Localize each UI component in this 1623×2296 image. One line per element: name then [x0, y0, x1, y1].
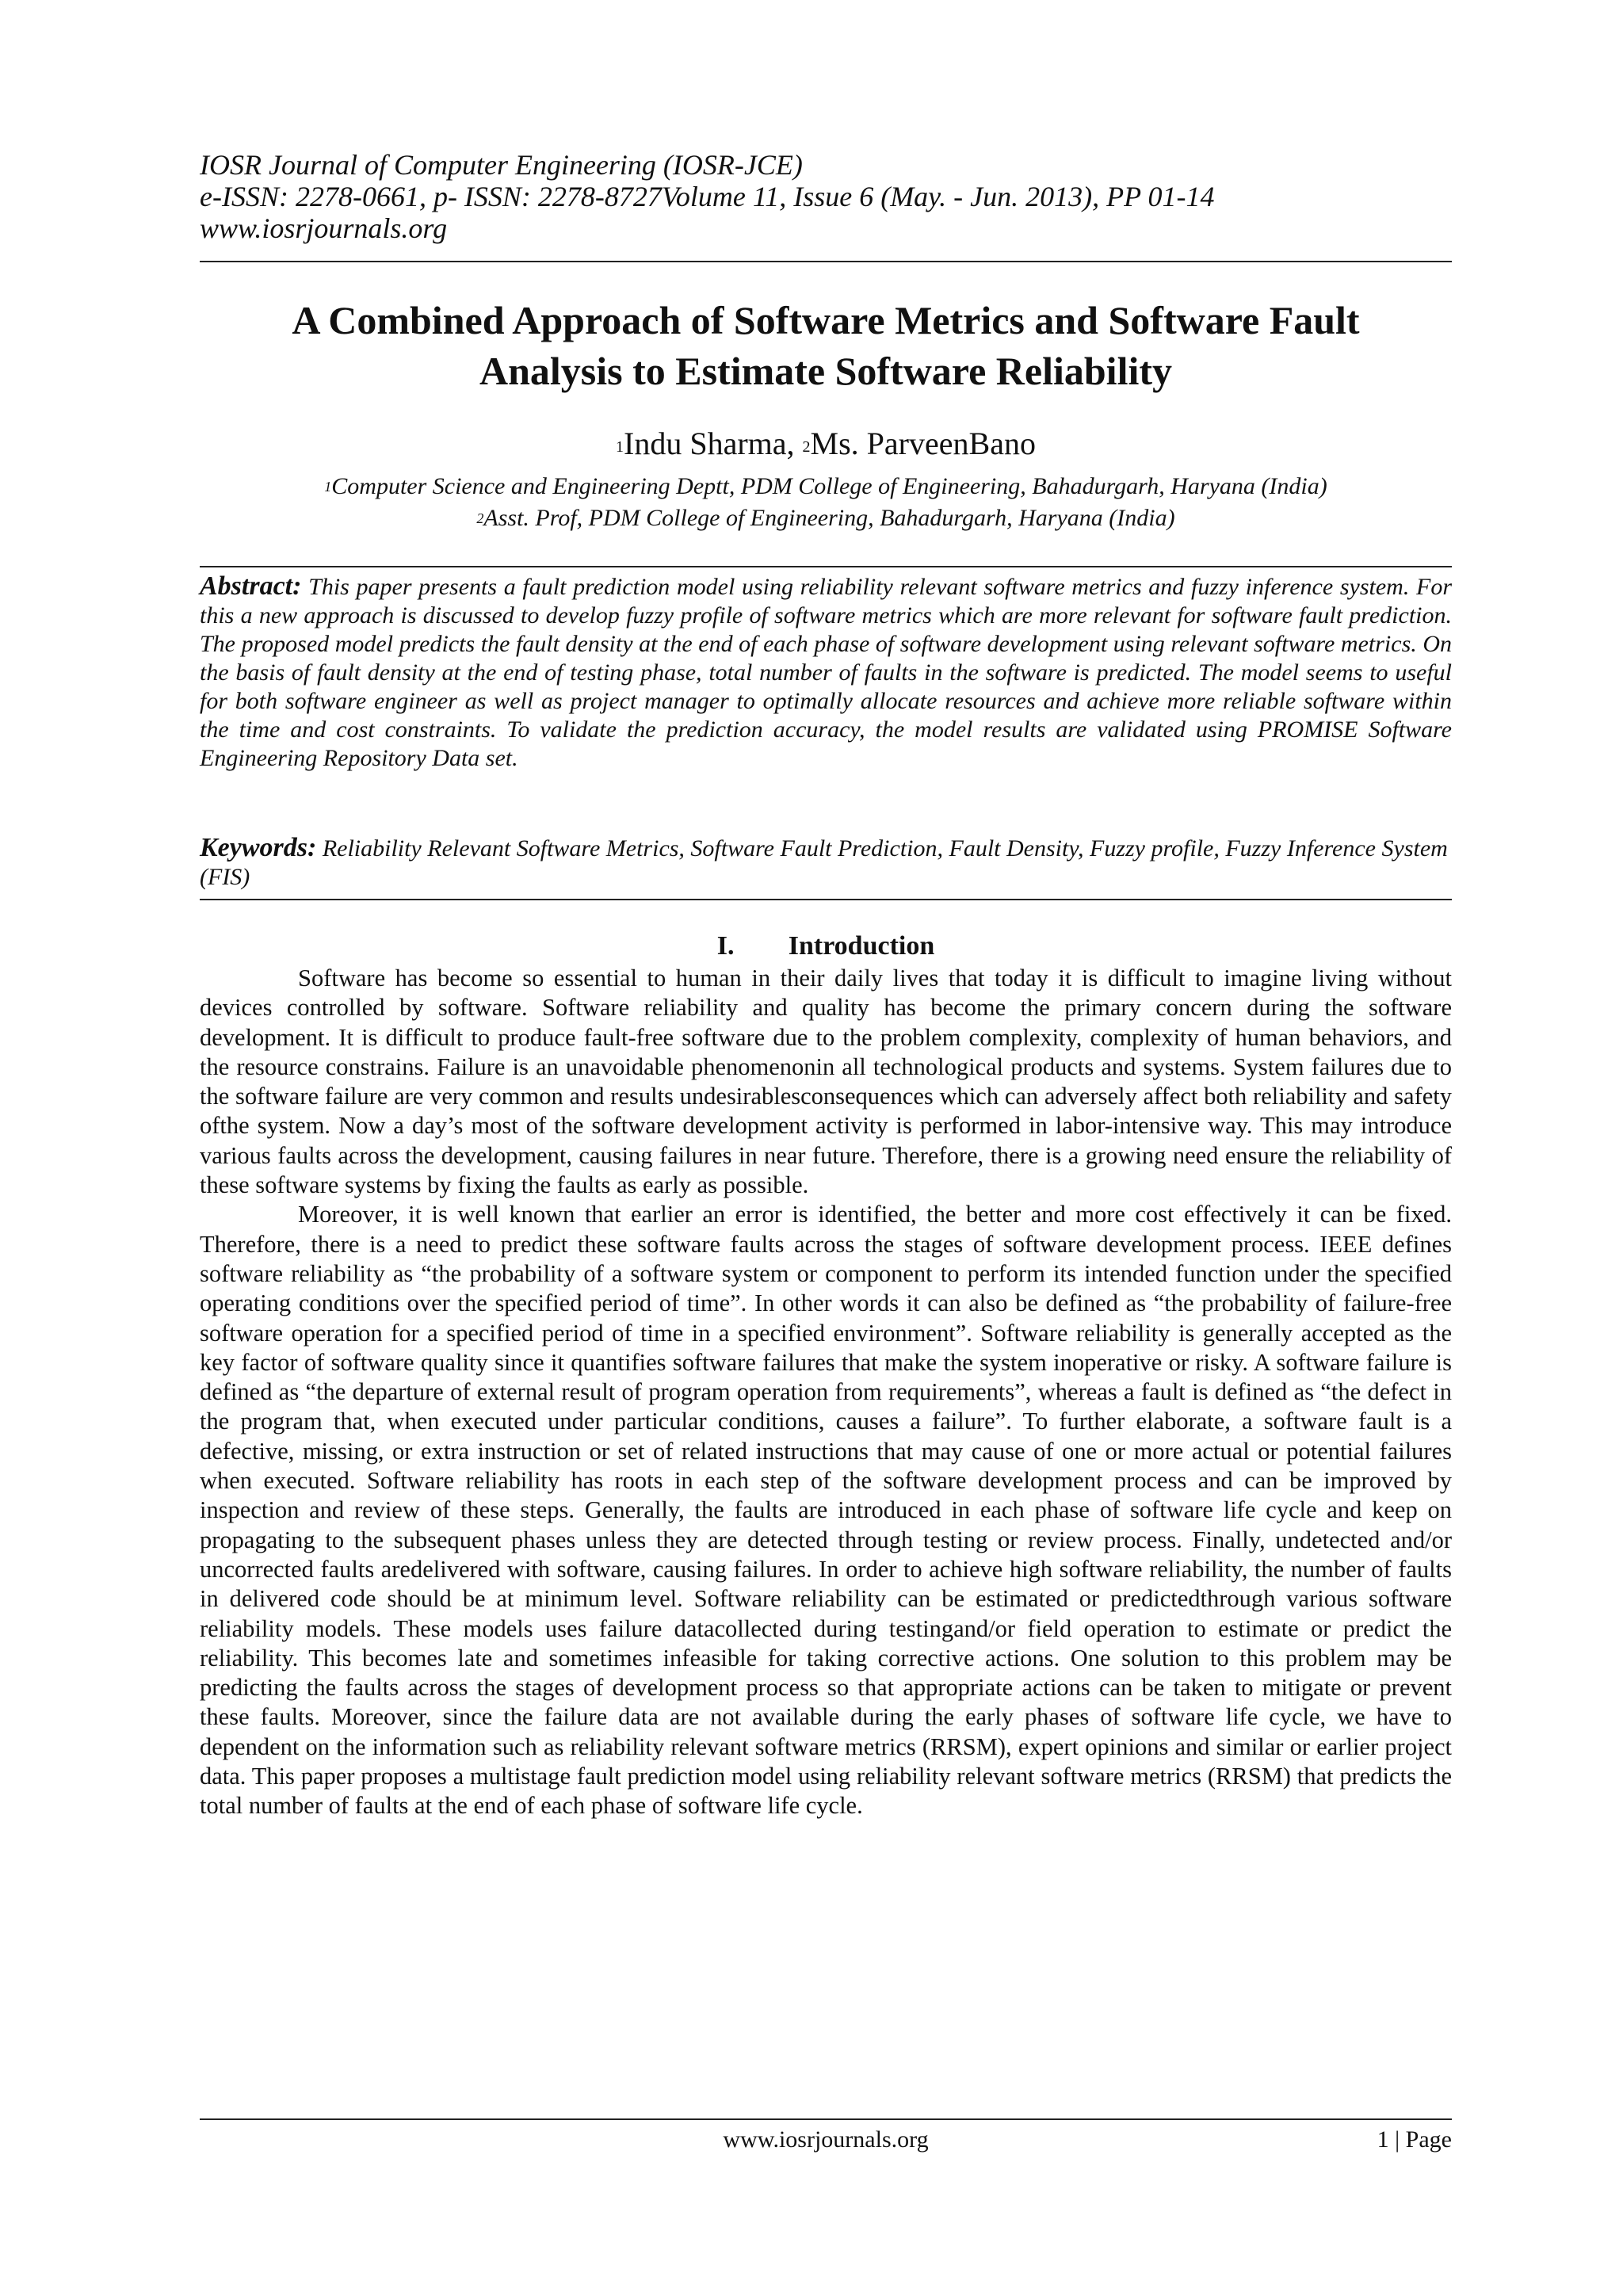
section-number: I.	[716, 931, 735, 961]
paper-title	[200, 295, 1452, 396]
keywords-text: Reliability Relevant Software Metrics, Software Fault Prediction, Fault Density, Fuzzy profile, Fuzzy Inference System (FIS)	[200, 835, 1448, 890]
keywords-bottom-rule	[200, 899, 1452, 900]
author-2-marker: 2	[802, 438, 811, 456]
title-line-2: Analysis to Estimate Software Reliability	[479, 349, 1173, 393]
abstract	[200, 572, 1452, 773]
affiliation-1	[200, 472, 1452, 501]
abstract-text: This paper presents a fault prediction model using reliability relevant software metrics and fuzzy inference system. For this a new approach is discussed to develop fuzzy profile of software metrics which are more relevant for software fault prediction. The proposed model predicts the fault density at the end of each phase of software development using relevant software metrics. On the basis of fault density at the end of testing phase, total number of faults in the software is predicted. The model seems to useful for both software engineer as well as project manager to optimally allocate resources and achieve more reliable software within the time and cost constraints. To validate the prediction accuracy, the model results are validated using PROMISE Software Engineering Repository Data set.	[200, 574, 1452, 771]
journal-header	[200, 149, 1452, 244]
header-rule	[200, 261, 1452, 262]
page-number: 1 | Page	[1377, 2126, 1452, 2153]
paragraph: Moreover, it is well known that earlier an error is identified, the better and more cost effectively it can be fixed. Therefore, there is a need to predict these software faults across the stages of software development process. IEEE defines software reliability as “the probability of a software system or component to perform its intended function under the specified operating conditions over the specified period of time”. In other words it can also be defined as “the probability of failure-free software operation for a specified period of time in a specified environment”. Software reliability is generally accepted as the key factor of software quality since it quantifies software failures that make the system inoperative or risky. A software failure is defined as “the departure of external result of program operation from requirements”, whereas a fault is defined as “the defect in the program that, when executed under particular conditions, causes a failure”. To further elaborate, a software fault is a defective, missing, or extra instruction or set of related instructions that may cause of one or more actual or potential failures when executed. Software reliability has roots in each step of the software development process and can be improved by inspection and review of these steps. Generally, the faults are introduced in each phase of software life cycle and keep on propagating to the subsequent phases unless they are detected through testing or review process. Finally, undetected and/or uncorrected faults aredelivered with software, causing failures. In order to achieve high software reliability, the number of faults in delivered code should be at minimum level. Software reliability can be estimated or predictedthrough various software reliability models. These models uses failure datacollected during testingand/or field operation to estimate or predict the reliability. This becomes late and sometimes infeasible for taking corrective actions. One solution to this problem may be predicting the faults across the stages of development process so that appropriate actions can be taken to mitigate or prevent these faults. Moreover, since the failure data are not available during the early phases of software life cycle, we have to dependent on the information such as reliability relevant software metrics (RRSM), expert opinions and similar or earlier project data. This paper proposes a multistage fault prediction model using reliability relevant software metrics (RRSM) that predicts the total number of faults at the end of each phase of software life cycle.	[200, 1201, 1452, 1820]
author-1-marker: 1	[616, 438, 624, 456]
keywords	[200, 834, 1452, 892]
author-2-name: Ms. ParveenBano	[810, 426, 1036, 461]
journal-name: IOSR Journal of Computer Engineering (IOSR-JCE)	[200, 149, 803, 181]
affiliation-2-text: Asst. Prof, PDM College of Engineering, Bahadurgarh, Haryana (India)	[483, 505, 1175, 531]
body-text	[200, 964, 1452, 1821]
author-1-name: Indu Sharma,	[624, 426, 795, 461]
affiliation-1-text: Computer Science and Engineering Deptt, PDM College of Engineering, Bahadurgarh, Haryana (India)	[331, 473, 1327, 499]
footer-website: www.iosrjournals.org	[723, 2126, 929, 2153]
journal-website: www.iosrjournals.org	[200, 212, 448, 244]
section-title: Introduction	[788, 931, 935, 961]
journal-issn-volume: e-ISSN: 2278-0661, p- ISSN: 2278-8727Volume 11, Issue 6 (May. - Jun. 2013), PP 01-14	[200, 181, 1215, 212]
abstract-top-rule	[200, 566, 1452, 567]
paragraph: Software has become so essential to human in their daily lives that today it is difficult to imagine living without devices controlled by software. Software reliability and quality has become the primary concern during the software development. It is difficult to produce fault-free software due to the problem complexity, complexity of human behaviors, and the resource constrains. Failure is an unavoidable phenomenonin all technological products and systems. System failures due to the software failure are very common and results undesirablesconsequences which can adversely affect both reliability and safety ofthe system. Now a day’s most of the software development activity is performed in labor-intensive way. This may introduce various faults across the development, causing failures in near future. Therefore, there is a growing need ensure the reliability of these software systems by fixing the faults as early as possible.	[200, 965, 1452, 1199]
affiliation-2	[200, 504, 1452, 533]
section-heading	[200, 930, 1452, 962]
title-line-1: A Combined Approach of Software Metrics and Software Fault	[292, 298, 1360, 342]
affiliation-1-marker: 1	[324, 479, 332, 495]
affiliation-2-marker: 2	[476, 510, 484, 526]
author-list	[200, 425, 1452, 463]
keywords-label: Keywords:	[200, 833, 317, 862]
abstract-label: Abstract:	[200, 571, 302, 601]
footer-rule	[200, 2118, 1452, 2120]
